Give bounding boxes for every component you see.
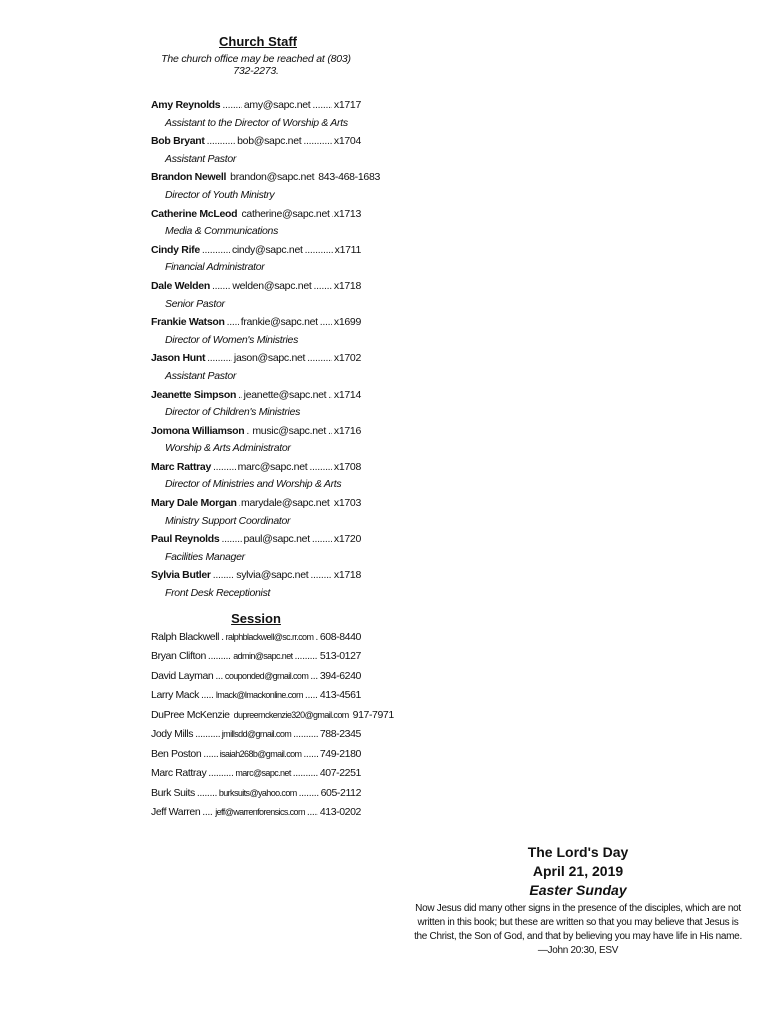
staff-email: sylvia@sapc.net xyxy=(236,569,309,582)
leader-dots xyxy=(328,423,332,441)
staff-heading: Church Staff xyxy=(219,34,297,49)
staff-phone: x1711 xyxy=(334,243,361,256)
cover-date: April 21, 2019 xyxy=(532,863,624,879)
leader-dots xyxy=(208,764,233,784)
session-phone: 413-4561 xyxy=(319,689,362,702)
staff-entry xyxy=(151,350,361,385)
staff-entry xyxy=(151,423,361,458)
leader-dots xyxy=(222,97,241,115)
staff-entry xyxy=(151,278,361,313)
leader-dots xyxy=(315,628,317,648)
staff-entry xyxy=(151,459,361,494)
staff-list xyxy=(151,97,381,603)
session-name: Burk Suits xyxy=(151,786,195,799)
staff-role: Director of Children's Ministries xyxy=(165,406,301,419)
leader-dots xyxy=(213,567,235,585)
session-row xyxy=(151,745,361,765)
leader-dots xyxy=(312,97,331,115)
staff-role: Front Desk Receptionist xyxy=(165,587,271,600)
staff-email: music@sapc.net xyxy=(252,424,326,437)
staff-email: jeanette@sapc.net xyxy=(243,388,327,401)
leader-dots xyxy=(305,242,333,260)
staff-phone: x1716 xyxy=(333,424,361,437)
session-phone: 608-8440 xyxy=(319,630,362,643)
staff-phone: x1704 xyxy=(333,135,362,148)
staff-entry xyxy=(151,206,361,241)
leader-dots xyxy=(307,803,318,823)
leader-dots xyxy=(213,459,236,477)
leader-dots xyxy=(320,314,332,332)
leader-dots xyxy=(328,387,332,405)
leader-dots xyxy=(303,133,332,151)
staff-email: paul@sapc.net xyxy=(243,533,310,546)
staff-phone: x1714 xyxy=(333,388,362,401)
session-email: admin@sapc.net xyxy=(233,651,293,662)
staff-email: marc@sapc.net xyxy=(237,460,308,473)
leader-dots xyxy=(207,350,232,368)
session-name: DuPree McKenzie xyxy=(151,708,230,721)
leader-dots xyxy=(303,745,317,765)
leader-dots xyxy=(307,350,332,368)
session-row xyxy=(151,784,361,804)
left-column xyxy=(151,34,394,823)
leader-dots xyxy=(310,567,332,585)
scripture-verse: Now Jesus did many other signs in the presence of the disciples, which are not written in this book; but these are written so that you may believe that Jesus is the Christ, the Son of God, and that by believing you may have life in His name. —John 20:30, ESV xyxy=(414,903,742,956)
session-list xyxy=(151,628,394,823)
staff-name: Brandon Newell xyxy=(151,171,227,184)
session-row xyxy=(151,647,361,667)
staff-role: Assistant Pastor xyxy=(165,152,237,165)
leader-dots xyxy=(246,423,250,441)
staff-entry xyxy=(151,133,361,168)
leader-dots xyxy=(221,628,223,648)
session-phone: 513-0127 xyxy=(319,650,362,663)
staff-name: Jason Hunt xyxy=(151,352,206,365)
session-email: couponded@gmail.com xyxy=(224,670,309,681)
staff-phone: x1703 xyxy=(333,497,361,510)
leader-dots xyxy=(295,647,318,667)
session-phone: 749-2180 xyxy=(319,747,362,760)
session-email: ralphblackwell@sc.rr.com xyxy=(225,631,314,642)
staff-phone: x1718 xyxy=(333,279,362,292)
staff-entry xyxy=(151,387,361,422)
staff-email: amy@sapc.net xyxy=(243,99,311,111)
staff-name: Jeanette Simpson xyxy=(151,388,237,401)
leader-dots xyxy=(215,667,223,687)
staff-name: Bob Bryant xyxy=(151,135,205,148)
staff-phone: x1699 xyxy=(333,316,361,329)
staff-entry xyxy=(151,169,381,204)
session-row xyxy=(151,803,361,823)
staff-role: Facilities Manager xyxy=(165,550,245,563)
staff-email: jason@sapc.net xyxy=(233,352,306,365)
cover-occasion: Easter Sunday xyxy=(529,882,627,898)
leader-dots xyxy=(299,784,319,804)
session-heading: Session xyxy=(231,610,281,626)
leader-dots xyxy=(207,133,236,151)
leader-dots xyxy=(201,686,214,706)
staff-entry xyxy=(151,567,361,602)
staff-role: Director of Women's Ministries xyxy=(165,333,299,346)
staff-name: Sylvia Butler xyxy=(151,569,211,582)
session-email: marc@sapc.net xyxy=(235,768,291,779)
cover-block xyxy=(412,843,744,958)
staff-role: Senior Pastor xyxy=(165,297,225,310)
leader-dots xyxy=(203,745,217,765)
session-name: Marc Rattray xyxy=(151,767,207,780)
staff-name: Jomona Williamson xyxy=(151,424,245,437)
staff-role: Assistant to the Director of Worship & Arts xyxy=(165,116,348,129)
staff-name: Amy Reynolds xyxy=(151,99,221,111)
staff-email: catherine@sapc.net xyxy=(241,207,330,220)
staff-phone: x1720 xyxy=(333,533,361,546)
staff-phone: x1717 xyxy=(333,99,362,111)
staff-role: Financial Administrator xyxy=(165,261,265,274)
staff-name: Catherine McLeod xyxy=(151,207,238,220)
staff-role: Worship & Arts Administrator xyxy=(165,442,291,455)
leader-dots xyxy=(227,314,239,332)
leader-dots xyxy=(202,242,230,260)
staff-role: Director of Ministries and Worship & Arts xyxy=(165,478,342,491)
staff-role: Assistant Pastor xyxy=(165,369,237,382)
leader-dots xyxy=(305,686,318,706)
staff-phone: x1708 xyxy=(333,460,362,473)
session-row xyxy=(151,686,361,706)
session-name: Larry Mack xyxy=(151,689,199,702)
leader-dots xyxy=(208,647,231,667)
session-phone: 394-6240 xyxy=(319,669,361,682)
leader-dots xyxy=(312,531,332,549)
session-row xyxy=(151,706,394,726)
staff-phone: 843-468-1683 xyxy=(318,171,381,184)
session-name: Ralph Blackwell xyxy=(151,630,220,643)
staff-entry xyxy=(151,314,361,349)
office-phone-note: The church office may be reached at (803) 732-2273. xyxy=(161,53,351,77)
leader-dots xyxy=(195,725,220,745)
leader-dots xyxy=(221,531,241,549)
session-row xyxy=(151,667,361,687)
staff-role: Ministry Support Coordinator xyxy=(165,514,291,527)
staff-phone: x1702 xyxy=(333,352,362,365)
leader-dots xyxy=(309,459,332,477)
session-email: burksuits@yahoo.com xyxy=(218,787,297,798)
session-phone: 413-0202 xyxy=(319,806,361,819)
staff-name: Mary Dale Morgan xyxy=(151,497,237,510)
staff-entry xyxy=(151,495,361,530)
staff-email: brandon@sapc.net xyxy=(230,171,315,184)
staff-phone: x1718 xyxy=(333,569,361,582)
staff-name: Frankie Watson xyxy=(151,316,225,329)
staff-role: Media & Communications xyxy=(165,225,279,238)
staff-phone: x1713 xyxy=(333,207,362,220)
session-row xyxy=(151,725,361,745)
leader-dots xyxy=(314,278,332,296)
session-name: David Layman xyxy=(151,669,214,682)
staff-role: Director of Youth Ministry xyxy=(165,188,275,201)
staff-name: Cindy Rife xyxy=(151,243,200,256)
session-row xyxy=(151,628,361,648)
session-email: dupreemckenzie320@gmail.com xyxy=(233,709,349,720)
staff-email: frankie@sapc.net xyxy=(240,316,318,329)
leader-dots xyxy=(310,667,318,687)
leader-dots xyxy=(238,387,242,405)
session-phone: 407-2251 xyxy=(319,767,361,780)
session-name: Jody Mills xyxy=(151,728,194,741)
staff-email: cindy@sapc.net xyxy=(231,243,303,256)
leader-dots xyxy=(293,725,318,745)
staff-entry xyxy=(151,531,361,566)
leader-dots xyxy=(293,764,318,784)
session-email: jmillsdd@gmail.com xyxy=(221,729,292,740)
staff-name: Dale Welden xyxy=(151,279,210,292)
session-name: Bryan Clifton xyxy=(151,650,206,663)
session-name: Jeff Warren xyxy=(151,806,201,819)
session-name: Ben Poston xyxy=(151,747,202,760)
session-phone: 917-7971 xyxy=(352,708,394,721)
staff-entry xyxy=(151,97,361,132)
session-phone: 605-2112 xyxy=(320,786,362,799)
staff-email: marydale@sapc.net xyxy=(241,497,330,510)
session-email: jeff@warrenforensics.com xyxy=(215,807,305,818)
leader-dots xyxy=(212,278,230,296)
session-email: isaiah268b@gmail.com xyxy=(219,748,302,759)
session-phone: 788-2345 xyxy=(319,728,362,741)
leader-dots xyxy=(197,784,217,804)
staff-email: welden@sapc.net xyxy=(232,279,312,292)
session-row xyxy=(151,764,361,784)
staff-name: Marc Rattray xyxy=(151,460,212,473)
leader-dots xyxy=(202,803,213,823)
staff-name: Paul Reynolds xyxy=(151,533,220,546)
session-section xyxy=(151,610,394,823)
staff-entry xyxy=(151,242,361,277)
staff-email: bob@sapc.net xyxy=(237,135,302,148)
cover-title: The Lord's Day xyxy=(527,844,629,860)
session-email: lmack@lmackonline.com xyxy=(215,690,303,701)
